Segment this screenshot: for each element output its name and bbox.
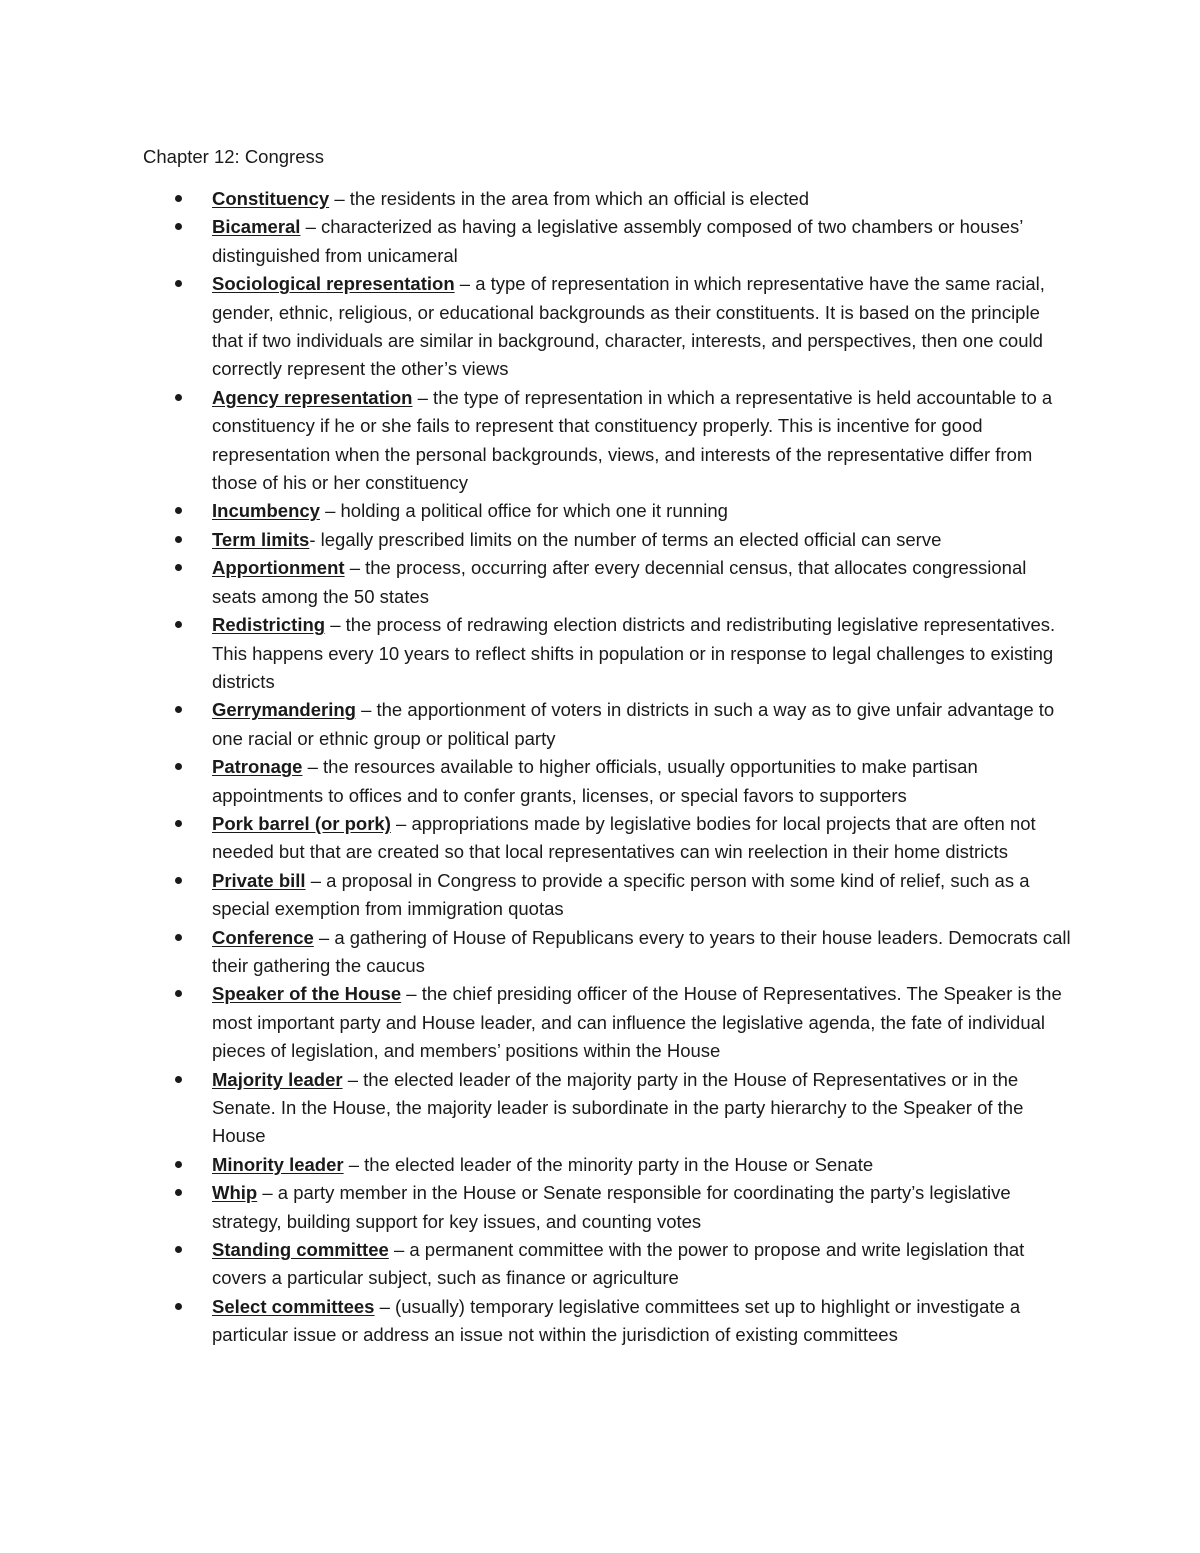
term-definition: – characterized as having a legislative assembly composed of two chambers or houses’ distinguished from unicameral	[212, 216, 1023, 266]
list-item	[212, 1151, 1072, 1179]
list-item	[212, 213, 1072, 270]
list-item	[212, 753, 1072, 810]
list-item	[212, 1179, 1072, 1236]
term-label: Select committees	[212, 1295, 375, 1317]
list-item	[212, 384, 1072, 498]
term-label: Standing committee	[212, 1239, 389, 1261]
bullet-icon	[175, 820, 182, 827]
bullet-icon	[175, 536, 182, 543]
term-label: Speaker of the House	[212, 983, 402, 1005]
term-list	[212, 185, 1072, 1350]
term-label: Pork barrel (or pork)	[212, 812, 391, 834]
term-definition: – a type of representation in which representative have the same racial, gender, ethnic, religious, or educational backgrounds as their constituents. It is based on the principle that if two individuals are similar in background, character, interests, and perspectives, then one could correctly represent the other’s views	[212, 273, 1045, 380]
bullet-icon	[175, 394, 182, 401]
term-definition: – holding a political office for which one it running	[319, 500, 728, 522]
list-item	[212, 1236, 1072, 1293]
list-item	[212, 696, 1072, 753]
bullet-icon	[175, 706, 182, 713]
bullet-icon	[175, 1189, 182, 1196]
document-title: Chapter 12: Congress	[143, 146, 324, 167]
list-item	[212, 185, 1072, 213]
bullet-icon	[175, 280, 182, 287]
term-definition: – a permanent committee with the power to propose and write legislation that covers a particular subject, such as finance or agriculture	[212, 1239, 1025, 1289]
bullet-icon	[175, 763, 182, 770]
term-label: Bicameral	[212, 216, 301, 238]
term-definition: – the type of representation in which a representative is held accountable to a constituency if he or she fails to represent that constituency properly. This is incentive for good representation when the personal backgrounds, views, and interests of the representative differ from those of his or her constituency	[212, 386, 1053, 494]
bullet-icon	[175, 877, 182, 884]
bullet-icon	[175, 223, 182, 230]
list-item	[212, 1293, 1072, 1350]
list-item	[212, 497, 1072, 525]
term-definition: – the process, occurring after every decennial census, that allocates congressional seats among the 50 states	[212, 557, 1027, 607]
term-definition: – (usually) temporary legislative committees set up to highlight or investigate a particular issue or address an issue not within the jurisdiction of existing committees	[212, 1295, 1021, 1346]
bullet-icon	[175, 1076, 182, 1083]
bullet-icon	[175, 1161, 182, 1168]
bullet-icon	[175, 195, 182, 202]
term-label: Minority leader	[212, 1153, 344, 1175]
list-item	[212, 270, 1072, 384]
term-definition: – a gathering of House of Republicans every to years to their house leaders. Democrats call their gathering the caucus	[212, 926, 1071, 976]
bullet-icon	[175, 1303, 182, 1310]
bullet-icon	[175, 934, 182, 941]
term-definition: – the chief presiding officer of the House of Representatives. The Speaker is the most important party and House leader, and can influence the legislative agenda, the fate of individual pieces of legislation, and members’ positions within the House	[212, 983, 1062, 1062]
term-definition: – a proposal in Congress to provide a specific person with some kind of relief, such as a special exemption from immigration quotas	[212, 869, 1030, 920]
list-item	[212, 980, 1072, 1065]
term-definition: – a party member in the House or Senate responsible for coordinating the party’s legislative strategy, building support for key issues, and counting votes	[212, 1182, 1011, 1232]
bullet-icon	[175, 1246, 182, 1253]
list-item	[212, 554, 1072, 611]
term-definition: – appropriations made by legislative bodies for local projects that are often not needed but that are created so that local representatives can win reelection in their home districts	[212, 812, 1036, 863]
term-definition: – the resources available to higher officials, usually opportunities to make partisan appointments to offices and to confer grants, licenses, or special favors to supporters	[212, 756, 978, 806]
bullet-icon	[175, 990, 182, 997]
bullet-icon	[175, 621, 182, 628]
term-label: Constituency	[212, 188, 330, 209]
term-label: Term limits	[212, 528, 310, 550]
term-label: Whip	[212, 1182, 258, 1204]
bullet-icon	[175, 507, 182, 514]
term-definition: – the elected leader of the majority party in the House of Representatives or in the Senate. In the House, the majority leader is subordinate in the party hierarchy to the Speaker of the House	[212, 1068, 1024, 1147]
term-label: Apportionment	[212, 557, 345, 579]
term-definition: - legally prescribed limits on the number of terms an elected official can serve	[309, 528, 942, 550]
bullet-icon	[175, 564, 182, 571]
term-label: Private bill	[212, 869, 306, 891]
term-label: Majority leader	[212, 1068, 343, 1090]
list-item	[212, 526, 1072, 554]
term-label: Sociological representation	[212, 273, 455, 295]
term-label: Agency representation	[212, 386, 413, 408]
term-label: Conference	[212, 926, 314, 948]
list-item	[212, 924, 1072, 981]
list-item	[212, 1066, 1072, 1151]
term-label: Gerrymandering	[212, 699, 356, 721]
list-item	[212, 867, 1072, 924]
term-label: Incumbency	[212, 500, 320, 522]
term-definition: – the elected leader of the minority party in the House or Senate	[343, 1153, 874, 1175]
term-definition: – the residents in the area from which an official is elected	[329, 188, 810, 209]
term-definition: – the process of redrawing election districts and redistributing legislative representatives. This happens every 10 years to reflect shifts in population or in response to legal challenges to existing districts	[212, 614, 1056, 692]
term-definition: – the apportionment of voters in districts in such a way as to give unfair advantage to one racial or ethnic group or political party	[212, 699, 1055, 749]
term-label: Patronage	[212, 756, 303, 778]
list-item	[212, 810, 1072, 867]
list-item	[212, 611, 1072, 696]
term-label: Redistricting	[212, 614, 326, 636]
